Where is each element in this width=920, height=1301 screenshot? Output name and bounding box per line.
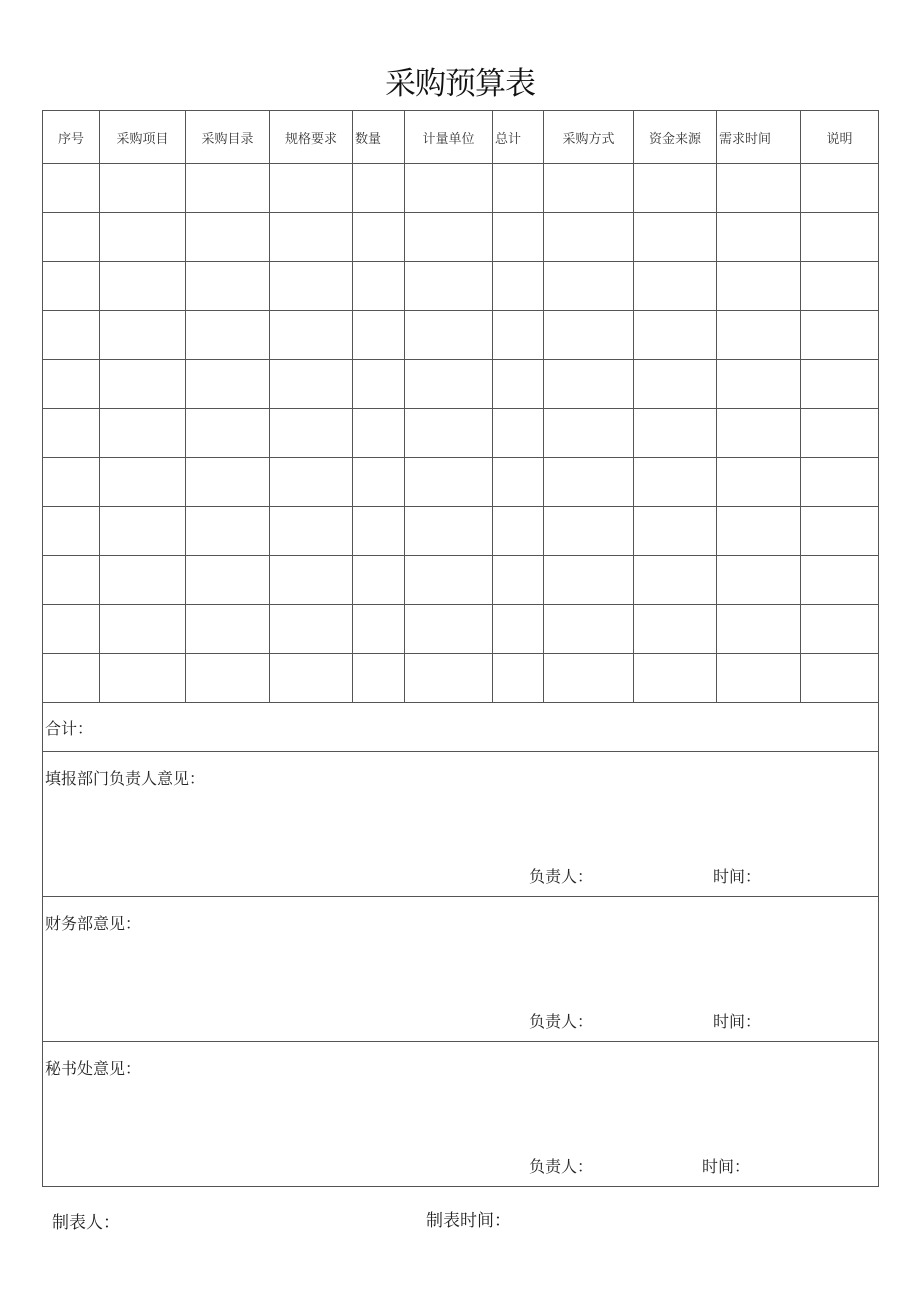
table-cell[interactable] <box>544 458 634 507</box>
table-cell[interactable] <box>405 409 493 458</box>
dept-opinion-section[interactable] <box>43 752 879 897</box>
table-cell[interactable] <box>270 311 353 360</box>
table-row <box>43 605 879 654</box>
table-cell[interactable] <box>634 164 717 213</box>
table-cell[interactable] <box>544 360 634 409</box>
table-cell[interactable] <box>353 164 405 213</box>
table-cell[interactable] <box>405 164 493 213</box>
table-cell[interactable] <box>100 458 186 507</box>
table-cell[interactable] <box>493 262 544 311</box>
table-cell[interactable] <box>801 213 879 262</box>
table-cell[interactable] <box>405 556 493 605</box>
table-cell[interactable] <box>801 654 879 703</box>
table-cell[interactable] <box>43 458 100 507</box>
table-cell[interactable] <box>493 311 544 360</box>
table-cell[interactable] <box>353 262 405 311</box>
table-row <box>43 164 879 213</box>
table-cell[interactable] <box>186 311 270 360</box>
table-cell[interactable] <box>717 556 801 605</box>
table-cell[interactable] <box>493 409 544 458</box>
table-row <box>43 213 879 262</box>
table-cell[interactable] <box>493 654 544 703</box>
header-spec: 规格要求 <box>270 111 353 164</box>
table-cell[interactable] <box>717 409 801 458</box>
table-cell[interactable] <box>100 654 186 703</box>
table-cell[interactable] <box>353 654 405 703</box>
footer-date-label: 制表时间： <box>426 1211 511 1231</box>
table-cell[interactable] <box>100 213 186 262</box>
table-cell[interactable] <box>270 360 353 409</box>
table-cell[interactable] <box>544 262 634 311</box>
table-cell[interactable] <box>801 262 879 311</box>
table-cell[interactable] <box>493 605 544 654</box>
table-cell[interactable] <box>634 507 717 556</box>
header-catalog: 采购目录 <box>186 111 270 164</box>
secretariat-opinion-label: 秘书处意见： <box>45 1059 142 1078</box>
table-cell[interactable] <box>493 360 544 409</box>
table-cell[interactable] <box>43 556 100 605</box>
table-cell[interactable] <box>801 556 879 605</box>
finance-opinion-label: 财务部意见： <box>45 914 142 933</box>
table-row <box>43 556 879 605</box>
header-item: 采购项目 <box>100 111 186 164</box>
table-cell[interactable] <box>717 213 801 262</box>
table-row <box>43 654 879 703</box>
table-row <box>43 507 879 556</box>
table-cell[interactable] <box>353 458 405 507</box>
table-cell[interactable] <box>186 213 270 262</box>
table-cell[interactable] <box>43 654 100 703</box>
table-cell[interactable] <box>353 213 405 262</box>
table-cell[interactable] <box>186 654 270 703</box>
table-cell[interactable] <box>186 458 270 507</box>
table-cell[interactable] <box>353 360 405 409</box>
table-cell[interactable] <box>544 164 634 213</box>
secretariat-opinion-section[interactable] <box>43 1042 879 1187</box>
table-cell[interactable] <box>43 213 100 262</box>
table-cell[interactable] <box>186 605 270 654</box>
table-cell[interactable] <box>634 262 717 311</box>
table-cell[interactable] <box>544 213 634 262</box>
secretariat-time-label: 时间： <box>702 1157 751 1176</box>
finance-opinion-section[interactable] <box>43 897 879 1042</box>
table-cell[interactable] <box>186 164 270 213</box>
section-dept-row <box>43 752 879 897</box>
table-cell[interactable] <box>353 409 405 458</box>
table-cell[interactable] <box>100 556 186 605</box>
table-cell[interactable] <box>100 605 186 654</box>
dept-opinion-label: 填报部门负责人意见： <box>45 769 206 788</box>
table-cell[interactable] <box>270 654 353 703</box>
table-cell[interactable] <box>100 507 186 556</box>
table-cell[interactable] <box>801 409 879 458</box>
header-unit: 计量单位 <box>405 111 493 164</box>
table-cell[interactable] <box>186 507 270 556</box>
table-cell[interactable] <box>544 605 634 654</box>
table-cell[interactable] <box>717 164 801 213</box>
table-cell[interactable] <box>544 409 634 458</box>
page-title: 采购预算表 <box>385 66 535 102</box>
table-cell[interactable] <box>634 360 717 409</box>
summary-label[interactable]: 合计： <box>43 703 879 752</box>
table-cell[interactable] <box>801 164 879 213</box>
table-cell[interactable] <box>405 262 493 311</box>
table-cell[interactable] <box>493 458 544 507</box>
summary-row <box>43 703 879 752</box>
table-cell[interactable] <box>405 458 493 507</box>
table-cell[interactable] <box>493 213 544 262</box>
table-cell[interactable] <box>801 507 879 556</box>
table-cell[interactable] <box>801 311 879 360</box>
table-cell[interactable] <box>353 556 405 605</box>
table-cell[interactable] <box>186 360 270 409</box>
table-row <box>43 311 879 360</box>
table-cell[interactable] <box>270 409 353 458</box>
table-cell[interactable] <box>100 360 186 409</box>
table-cell[interactable] <box>717 507 801 556</box>
table-cell[interactable] <box>270 605 353 654</box>
table-cell[interactable] <box>544 311 634 360</box>
footer-maker-label: 制表人： <box>52 1213 120 1233</box>
table-cell[interactable] <box>100 409 186 458</box>
table-cell[interactable] <box>43 360 100 409</box>
dept-time-label: 时间： <box>713 867 762 886</box>
table-cell[interactable] <box>270 556 353 605</box>
table-cell[interactable] <box>717 262 801 311</box>
table-cell[interactable] <box>405 507 493 556</box>
table-cell[interactable] <box>634 458 717 507</box>
budget-table <box>42 110 879 1187</box>
secretariat-owner-label: 负责人： <box>529 1157 594 1176</box>
dept-owner-label: 负责人： <box>529 867 594 886</box>
table-cell[interactable] <box>100 262 186 311</box>
header-quantity: 数量 <box>353 111 405 164</box>
table-cell[interactable] <box>717 360 801 409</box>
table-cell[interactable] <box>634 409 717 458</box>
header-funding: 资金来源 <box>634 111 717 164</box>
table-cell[interactable] <box>270 458 353 507</box>
table-cell[interactable] <box>270 507 353 556</box>
table-cell[interactable] <box>270 262 353 311</box>
table-cell[interactable] <box>544 654 634 703</box>
table-cell[interactable] <box>717 311 801 360</box>
table-row <box>43 262 879 311</box>
table-cell[interactable] <box>801 605 879 654</box>
table-cell[interactable] <box>43 311 100 360</box>
table-cell[interactable] <box>353 507 405 556</box>
table-cell[interactable] <box>270 213 353 262</box>
table-cell[interactable] <box>353 605 405 654</box>
header-row <box>43 111 879 164</box>
table-cell[interactable] <box>493 556 544 605</box>
header-total: 总计 <box>493 111 544 164</box>
table-cell[interactable] <box>634 605 717 654</box>
table-cell[interactable] <box>353 311 405 360</box>
section-finance-row <box>43 897 879 1042</box>
table-cell[interactable] <box>544 507 634 556</box>
table-cell[interactable] <box>43 605 100 654</box>
table-cell[interactable] <box>186 409 270 458</box>
table-cell[interactable] <box>493 164 544 213</box>
finance-owner-label: 负责人： <box>529 1012 594 1031</box>
table-cell[interactable] <box>405 213 493 262</box>
table-cell[interactable] <box>801 360 879 409</box>
table-cell[interactable] <box>43 262 100 311</box>
table-cell[interactable] <box>270 164 353 213</box>
header-index: 序号 <box>43 111 100 164</box>
table-cell[interactable] <box>100 164 186 213</box>
table-cell[interactable] <box>717 605 801 654</box>
table-cell[interactable] <box>634 654 717 703</box>
table-cell[interactable] <box>43 507 100 556</box>
table-cell[interactable] <box>405 360 493 409</box>
finance-time-label: 时间： <box>713 1012 762 1031</box>
table-cell[interactable] <box>717 654 801 703</box>
table-row <box>43 458 879 507</box>
table-cell[interactable] <box>493 507 544 556</box>
table-row <box>43 409 879 458</box>
table-row <box>43 360 879 409</box>
table-cell[interactable] <box>43 164 100 213</box>
section-secretariat-row <box>43 1042 879 1187</box>
table-cell[interactable] <box>43 409 100 458</box>
table-cell[interactable] <box>634 556 717 605</box>
header-notes: 说明 <box>801 111 879 164</box>
header-required-time: 需求时间 <box>717 111 801 164</box>
table-cell[interactable] <box>634 311 717 360</box>
table-cell[interactable] <box>186 556 270 605</box>
header-method: 采购方式 <box>544 111 634 164</box>
table-cell[interactable] <box>405 654 493 703</box>
table-cell[interactable] <box>801 458 879 507</box>
table-cell[interactable] <box>717 458 801 507</box>
table-cell[interactable] <box>405 311 493 360</box>
table-cell[interactable] <box>100 311 186 360</box>
table-cell[interactable] <box>544 556 634 605</box>
table-cell[interactable] <box>186 262 270 311</box>
table-cell[interactable] <box>405 605 493 654</box>
table-cell[interactable] <box>634 213 717 262</box>
